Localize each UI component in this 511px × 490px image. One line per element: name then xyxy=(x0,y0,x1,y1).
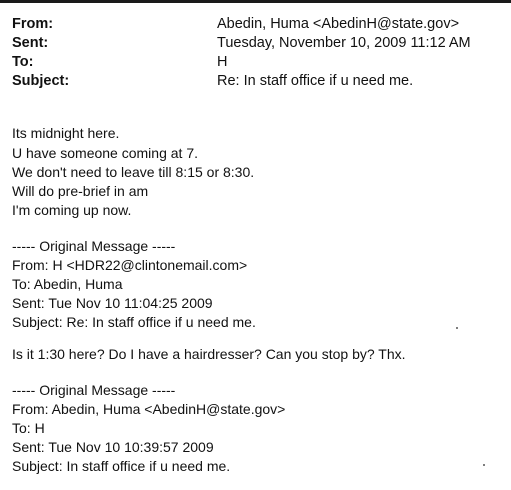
body-line: We don't need to leave till 8:15 or 8:30. xyxy=(12,164,255,180)
quoted-subject: Subject: Re: In staff office if u need me. xyxy=(12,314,256,330)
quoted-from: From: Abedin, Huma <AbedinH@state.gov> xyxy=(12,401,286,417)
quoted-body: Is it 1:30 here? Do I have a hairdresser? Can you stop by? Thx. xyxy=(12,346,406,362)
quoted-to: To: Abedin, Huma xyxy=(12,276,123,292)
original-message-marker: ----- Original Message ----- xyxy=(12,238,176,254)
from-label: From: xyxy=(12,16,54,32)
quoted-from: From: H <HDR22@clintonemail.com> xyxy=(12,257,248,273)
body-line: Its midnight here. xyxy=(12,125,120,141)
quoted-sent: Sent: Tue Nov 10 10:39:57 2009 xyxy=(12,439,214,455)
original-message-marker: ----- Original Message ----- xyxy=(12,382,176,398)
subject-value: Re: In staff office if u need me. xyxy=(217,73,414,89)
quoted-to: To: H xyxy=(12,420,45,436)
scan-speck xyxy=(483,464,485,466)
body-line: Will do pre-brief in am xyxy=(12,183,149,199)
body-line: U have someone coming at 7. xyxy=(12,145,198,161)
to-label: To: xyxy=(12,54,34,70)
subject-label: Subject: xyxy=(12,73,70,89)
scan-speck xyxy=(456,327,458,329)
to-value: H xyxy=(217,54,228,70)
from-value: Abedin, Huma <AbedinH@state.gov> xyxy=(217,16,460,32)
quoted-sent: Sent: Tue Nov 10 11:04:25 2009 xyxy=(12,295,213,311)
body-line: I'm coming up now. xyxy=(12,202,132,218)
sent-value: Tuesday, November 10, 2009 11:12 AM xyxy=(217,35,471,51)
sent-label: Sent: xyxy=(12,35,49,51)
quoted-subject: Subject: In staff office if u need me. xyxy=(12,458,231,474)
top-border xyxy=(0,0,511,3)
